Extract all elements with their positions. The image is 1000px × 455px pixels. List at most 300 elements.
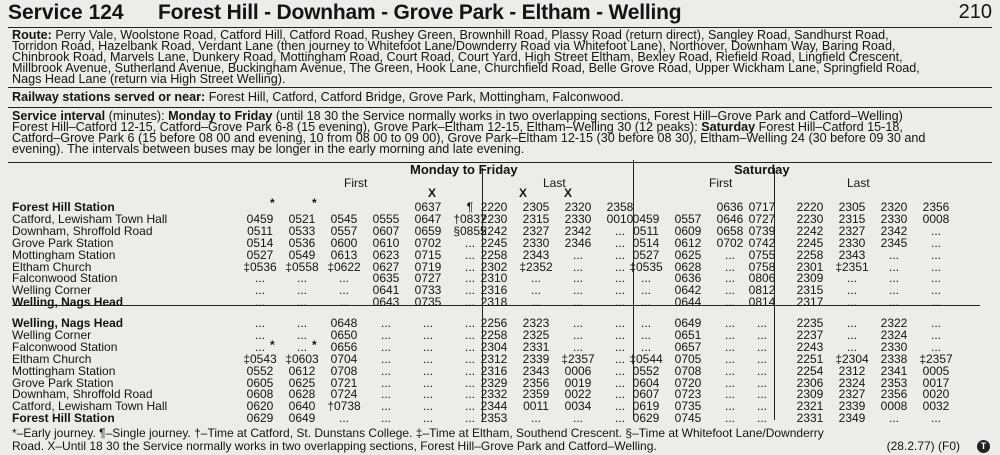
mf-outbound-first-time-cell: 0727 bbox=[414, 271, 442, 286]
footnotes bbox=[12, 427, 990, 453]
mf-outbound-last-time-cell: ... bbox=[614, 223, 625, 238]
sat-inbound-first-time-cell: ... bbox=[756, 411, 767, 426]
mf-inbound-first-time-cell: ... bbox=[464, 316, 475, 330]
mf-inbound-first-time-cell: 0650 bbox=[330, 327, 358, 342]
sat-outbound-last-time-cell: 2343 bbox=[838, 247, 866, 262]
sat-outbound-first-time-cell: 0636 bbox=[716, 200, 744, 214]
sat-outbound-first-time-cell: 0511 bbox=[633, 223, 659, 238]
mf-outbound-first-time-cell: 0533 bbox=[288, 223, 316, 238]
sat-inbound-last-time-cell: 0008 bbox=[880, 399, 908, 414]
sat-outbound-first-time-cell: 0459 bbox=[632, 211, 660, 226]
mf-inbound-first-time-cell: ... bbox=[254, 327, 265, 342]
mf-inbound-last-time-cell: ... bbox=[614, 363, 625, 378]
sat-inbound-first-time-cell: ... bbox=[756, 363, 767, 378]
mf-inbound-last-time-cell: ... bbox=[614, 316, 625, 330]
timetable bbox=[12, 162, 992, 426]
sat-inbound-first-time-cell: ... bbox=[756, 375, 767, 390]
mf-inbound-first-time-cell: 0704 bbox=[330, 351, 358, 366]
sat-inbound-last-time-cell: 2353 bbox=[880, 375, 908, 390]
sat-outbound-last-time-cell: ... bbox=[888, 247, 899, 262]
mf-inbound-last-time-cell: ... bbox=[614, 387, 625, 402]
route-line: Nags Head Lane (return via High Street Welling). bbox=[12, 72, 286, 87]
mf-outbound-last-time-cell: 2230 bbox=[480, 211, 508, 226]
mf-outbound-first-time-cell: 0637 bbox=[414, 200, 442, 214]
page-number: 210 bbox=[958, 1, 992, 23]
sat-outbound-first-time-cell: 0806 bbox=[748, 271, 776, 286]
mf-inbound-last-time-cell: 2332 bbox=[480, 387, 508, 402]
mf-inbound-first-time-cell: ... bbox=[422, 411, 433, 426]
route-label: Route: bbox=[12, 28, 52, 42]
railway-label: Railway stations served or near: bbox=[12, 90, 206, 104]
sat-inbound-first-time-cell: 0723 bbox=[674, 387, 702, 402]
sat-inbound-first-time-cell: 0619 bbox=[632, 399, 660, 414]
mf-outbound-last-time-cell: ... bbox=[572, 259, 583, 274]
sat-inbound-last-time-cell: 0020 bbox=[922, 387, 950, 402]
mf-outbound-first-time-cell: ... bbox=[296, 271, 307, 286]
mf-outbound-last-time-cell: ... bbox=[614, 295, 625, 310]
mf-outbound-first-time-cell: ¶ bbox=[466, 200, 474, 214]
mf-inbound-first-time-cell: ... bbox=[422, 339, 433, 354]
mf-inbound-first-time-cell: 0649 bbox=[288, 411, 316, 426]
outbound-stop-name: Mottingham Station bbox=[12, 247, 116, 262]
mf-outbound-last-time-cell: 2242 bbox=[480, 223, 508, 238]
sat-outbound-last-time-cell: ... bbox=[888, 259, 899, 274]
route-title: Forest Hill - Downham - Grove Park - Eltham - Welling bbox=[158, 1, 682, 24]
sat-inbound-first-time-cell: ... bbox=[756, 327, 767, 342]
mf-inbound-first-time-cell: ... bbox=[422, 363, 433, 378]
mf-inbound-first-time-cell: ... bbox=[380, 411, 391, 426]
sat-inbound-first-time-cell: 0651 bbox=[674, 327, 702, 342]
mf-outbound-first-time-cell: 0459 bbox=[246, 211, 274, 226]
sat-outbound-first-time-cell: ‡0535 bbox=[629, 259, 663, 274]
mf-outbound-last-time-cell: 2220 bbox=[480, 200, 508, 214]
transport-logo-icon: T bbox=[977, 440, 990, 453]
sat-inbound-last-time-cell: 2331 bbox=[796, 411, 824, 426]
sat-inbound-last-time-cell: 2338 bbox=[880, 351, 908, 366]
sat-inbound-last-time-cell: 0005 bbox=[922, 363, 950, 378]
sat-outbound-last-time-cell: ‡2351 bbox=[835, 259, 869, 274]
mf-outbound-last-time-cell: ... bbox=[530, 283, 541, 298]
mf-inbound-first-time-cell: 0608 bbox=[246, 387, 274, 402]
sat-inbound-first-time-cell: ‡0544 bbox=[629, 351, 663, 366]
mf-outbound-last-time-cell: 2346 bbox=[564, 235, 592, 250]
mf-outbound-first-time-cell: 0527 bbox=[246, 247, 274, 262]
sat-outbound-last-time-cell: 0008 bbox=[922, 211, 950, 226]
mf-outbound-last-time-cell: 2320 bbox=[564, 200, 592, 214]
sat-outbound-last-time-cell: ... bbox=[930, 271, 941, 286]
mf-inbound-last-time-cell: 2325 bbox=[522, 327, 550, 342]
sat-outbound-first-time-cell: ... bbox=[640, 271, 651, 286]
mf-inbound-last-time-cell: 2323 bbox=[522, 316, 550, 330]
mf-inbound-last-time-cell: ... bbox=[530, 411, 541, 426]
outbound-stop-name: Eltham Church bbox=[12, 259, 92, 274]
sat-outbound-first-time-cell: ... bbox=[724, 247, 735, 262]
sat-outbound-last-time-cell: 2320 bbox=[880, 200, 908, 214]
mf-inbound-first-time-cell: ... bbox=[380, 387, 391, 402]
sat-outbound-last-time-cell: ... bbox=[888, 295, 899, 310]
sat-inbound-last-time-cell: 2339 bbox=[838, 399, 866, 414]
sat-inbound-last-time-cell: 2312 bbox=[838, 363, 866, 378]
sat-title: Saturday bbox=[734, 162, 790, 177]
sat-outbound-first-time-cell: 0636 bbox=[674, 271, 702, 286]
print-reference: (28.2.77) (F0) bbox=[886, 439, 960, 453]
inbound-stop-name: Downham, Shroffold Road bbox=[12, 387, 153, 402]
mf-inbound-first-time-cell: ... bbox=[422, 351, 433, 366]
sat-outbound-last-time-cell: ... bbox=[930, 259, 941, 274]
outbound-stop-name: Welling, Nags Head bbox=[12, 295, 124, 310]
mf-inbound-last-time-cell: 2312 bbox=[480, 351, 508, 366]
interval-mf-label: Monday to Friday bbox=[168, 109, 273, 123]
mf-inbound-last-time-cell: ... bbox=[572, 411, 583, 426]
mf-inbound-last-time-cell: ... bbox=[572, 339, 583, 354]
mf-outbound-last-time-cell: ... bbox=[572, 271, 583, 286]
sat-outbound-first-time-cell: 0609 bbox=[674, 223, 702, 238]
sat-inbound-last-time-cell: 2235 bbox=[796, 316, 824, 330]
railway-text: Forest Hill, Catford, Catford Bridge, Grove Park, Mottingham, Falconwood. bbox=[208, 90, 624, 104]
sat-outbound-last-time-cell: 2242 bbox=[796, 223, 824, 238]
mf-outbound-last-time-cell: 2318 bbox=[480, 295, 508, 310]
mf-outbound-first-time-cell: ... bbox=[464, 247, 475, 262]
sat-inbound-last-time-cell: 2349 bbox=[838, 411, 866, 426]
mf-outbound-first-time-cell: 0647 bbox=[414, 211, 442, 226]
service-number: Service 124 bbox=[8, 1, 124, 24]
mf-outbound-first-time-cell: ... bbox=[464, 259, 475, 274]
mf-inbound-first-time-cell: 0628 bbox=[288, 387, 316, 402]
sat-outbound-first-time-cell: 0812 bbox=[748, 283, 776, 298]
mf-first-label: First bbox=[344, 176, 368, 190]
sat-inbound-first-time-cell: 0607 bbox=[632, 387, 660, 402]
sat-outbound-first-time-cell: ... bbox=[724, 259, 735, 274]
mf-outbound-last-time-cell: ... bbox=[530, 295, 541, 310]
symbol-x: X bbox=[519, 186, 528, 200]
sat-inbound-first-time-cell: ... bbox=[724, 327, 735, 342]
mf-outbound-first-time-cell: 0719 bbox=[414, 259, 442, 274]
sat-inbound-first-time-cell: ... bbox=[640, 339, 651, 354]
symbol-star: * bbox=[270, 338, 275, 352]
mf-inbound-first-time-cell: 0625 bbox=[288, 375, 316, 390]
sat-outbound-last-time-cell: 2220 bbox=[796, 200, 824, 214]
sat-inbound-first-time-cell: 0735 bbox=[674, 399, 702, 414]
mf-outbound-first-time-cell: 0600 bbox=[330, 235, 358, 250]
sat-outbound-first-time-cell: 0514 bbox=[632, 235, 660, 250]
sat-outbound-last-time-cell: 2315 bbox=[796, 283, 824, 298]
mf-outbound-first-time-cell: ... bbox=[464, 235, 475, 250]
mf-inbound-last-time-cell: 0011 bbox=[523, 399, 549, 414]
mf-outbound-first-time-cell: ... bbox=[338, 283, 349, 298]
railway-block bbox=[12, 92, 990, 103]
sat-outbound-first-time-cell: 0758 bbox=[748, 259, 776, 274]
mf-inbound-first-time-cell: 0552 bbox=[246, 363, 274, 378]
mf-inbound-first-time-cell: ... bbox=[464, 399, 475, 414]
mf-outbound-first-time-cell: ... bbox=[296, 283, 307, 298]
mf-outbound-last-time-cell: 2310 bbox=[480, 271, 508, 286]
route-line: Chinbrook Road, Marvels Lane, Dunkery Road, Mottingham Road, Court Road, Court Yard, High Street Eltham, Bexley Road, Riefield Road, Lingfield Crescent, bbox=[12, 50, 903, 65]
symbol-star: * bbox=[312, 338, 317, 352]
mf-inbound-first-time-cell: 0605 bbox=[246, 375, 274, 390]
mf-outbound-last-time-cell: 2302 bbox=[480, 259, 508, 274]
mf-inbound-first-time-cell: ‡0543 bbox=[243, 351, 277, 366]
mf-inbound-last-time-cell: ... bbox=[614, 375, 625, 390]
mf-inbound-first-time-cell: ... bbox=[464, 387, 475, 402]
sat-outbound-last-time-cell: 2301 bbox=[796, 259, 824, 274]
sat-outbound-last-time-cell: ... bbox=[846, 295, 857, 310]
outbound-stop-name: Welling Corner bbox=[12, 283, 92, 298]
sat-inbound-last-time-cell: 2330 bbox=[880, 339, 908, 354]
sat-outbound-first-time-cell: 0739 bbox=[748, 223, 776, 238]
mf-outbound-first-time-cell: 0557 bbox=[330, 223, 358, 238]
sat-inbound-last-time-cell: 0032 bbox=[922, 399, 950, 414]
mf-inbound-last-time-cell: ... bbox=[614, 339, 625, 354]
sat-outbound-last-time-cell: 2309 bbox=[796, 271, 824, 286]
mf-inbound-last-time-cell: 2331 bbox=[522, 339, 550, 354]
mf-outbound-last-time-cell: ... bbox=[530, 271, 541, 286]
mf-inbound-first-time-cell: ... bbox=[380, 327, 391, 342]
sat-inbound-last-time-cell: 2327 bbox=[838, 387, 866, 402]
sat-outbound-first-time-cell: 0612 bbox=[674, 235, 702, 250]
mf-inbound-last-time-cell: ‡2357 bbox=[561, 351, 595, 366]
sat-inbound-last-time-cell: ... bbox=[846, 339, 857, 354]
sat-inbound-first-time-cell: ... bbox=[756, 351, 767, 366]
mf-inbound-first-time-cell: ... bbox=[338, 411, 349, 426]
sat-outbound-first-time-cell: 0644 bbox=[674, 295, 702, 310]
mf-outbound-last-time-cell: ... bbox=[572, 295, 583, 310]
sat-inbound-first-time-cell: ... bbox=[640, 316, 651, 330]
sat-inbound-first-time-cell: 0705 bbox=[674, 351, 702, 366]
mf-inbound-last-time-cell: 0022 bbox=[564, 387, 592, 402]
sat-inbound-last-time-cell: 2309 bbox=[796, 387, 824, 402]
sat-inbound-first-time-cell: ... bbox=[756, 387, 767, 402]
sat-inbound-last-time-cell: ‡2304 bbox=[835, 351, 869, 366]
sat-outbound-first-time-cell: 0717 bbox=[748, 200, 776, 214]
mf-inbound-first-time-cell: ... bbox=[380, 399, 391, 414]
interval-block: Service interval (minutes): Monday to Friday (until 18 30 the Service normally works in two overlapping sections, Forest Hill–Grove Park and Catford–Welling) Forest Hill–Catford 12-15, Catford–Grove Park 6-8 (15 evening), Grove Park–Eltham 12-15, Eltham–Welling 30 (12 peaks): Saturday Forest Hill–Catford 15-18, Catford–Grove Park 6 (15 before 08 00 and evening, 10 from 08 00 to 09 00), Grove Park–Eltham 12-15 (30 before 08 30), Eltham–Welling 24 (30 before 09 30 and evening). The intervals between buses may be longer in the early morning and late evening. bbox=[12, 109, 926, 157]
mf-outbound-last-time-cell: 2327 bbox=[522, 223, 550, 238]
mf-outbound-last-time-cell: 2330 bbox=[564, 211, 592, 226]
outbound-stop-name: Catford, Lewisham Town Hall bbox=[12, 211, 168, 226]
divider bbox=[8, 87, 992, 88]
sat-inbound-first-time-cell: ... bbox=[724, 339, 735, 354]
mf-inbound-first-time-cell: ... bbox=[422, 399, 433, 414]
mf-inbound-last-time-cell: 0006 bbox=[564, 363, 592, 378]
sat-inbound-first-time-cell: ... bbox=[724, 375, 735, 390]
sat-outbound-last-time-cell: 2330 bbox=[838, 235, 866, 250]
sat-inbound-last-time-cell: 2254 bbox=[796, 363, 824, 378]
sat-inbound-last-time-cell: 2324 bbox=[880, 327, 908, 342]
mf-inbound-last-time-cell: ... bbox=[614, 327, 625, 342]
mf-outbound-first-time-cell: 0643 bbox=[372, 295, 400, 310]
sat-inbound-last-time-cell: 2251 bbox=[796, 351, 824, 366]
mf-inbound-last-time-cell: 0019 bbox=[564, 375, 592, 390]
mf-outbound-first-time-cell: 0511 bbox=[247, 223, 273, 238]
mf-inbound-last-time-cell: ... bbox=[572, 327, 583, 342]
mf-outbound-first-time-cell: 0536 bbox=[288, 235, 316, 250]
sat-inbound-last-time-cell: 2324 bbox=[838, 375, 866, 390]
route-line: Perry Vale, Woolstone Road, Catford Hill, Catford Road, Rushey Green, Brownhill Road, Plassy Road (return direct), Sangley Road, Sandhurst Road, bbox=[55, 28, 889, 42]
mf-inbound-first-time-cell: ... bbox=[296, 316, 307, 330]
mf-outbound-first-time-cell: 0521 bbox=[288, 211, 316, 226]
mf-inbound-first-time-cell: ... bbox=[464, 327, 475, 342]
mf-outbound-first-time-cell: ... bbox=[338, 295, 349, 310]
sat-inbound-last-time-cell: 2356 bbox=[880, 387, 908, 402]
mf-outbound-first-time-cell: 0549 bbox=[288, 247, 316, 262]
mf-inbound-first-time-cell: ... bbox=[422, 375, 433, 390]
mf-outbound-first-time-cell: ... bbox=[464, 283, 475, 298]
sat-inbound-last-time-cell: ‡2357 bbox=[919, 351, 953, 366]
sat-outbound-last-time-cell: 2315 bbox=[838, 211, 866, 226]
mf-inbound-last-time-cell: ... bbox=[614, 399, 625, 414]
sat-outbound-last-time-cell: ... bbox=[846, 271, 857, 286]
mf-inbound-first-time-cell: ... bbox=[296, 339, 307, 354]
sat-inbound-first-time-cell: ... bbox=[724, 363, 735, 378]
sat-outbound-first-time-cell: 0755 bbox=[748, 247, 776, 262]
inbound-stop-name: Welling, Nags Head bbox=[12, 316, 124, 330]
route-line: Torridon Road, Hazelbank Road, Verdant Lane (then journey to Whitefoot Lane/Downderry Road via Whitefoot Lane), Northover, Downham Way, Baring Road, bbox=[12, 39, 896, 54]
sat-inbound-first-time-cell: 0657 bbox=[674, 339, 702, 354]
symbol-x: X bbox=[564, 186, 573, 200]
mf-outbound-first-time-cell: 0641 bbox=[372, 283, 400, 298]
sat-inbound-first-time-cell: ... bbox=[724, 411, 735, 426]
mf-inbound-first-time-cell: ... bbox=[380, 316, 391, 330]
sat-outbound-last-time-cell: 2305 bbox=[838, 200, 866, 214]
mf-outbound-first-time-cell: ... bbox=[254, 271, 265, 286]
mf-inbound-first-time-cell: ... bbox=[380, 375, 391, 390]
mf-inbound-last-time-cell: 2316 bbox=[480, 363, 508, 378]
sat-outbound-last-time-cell: ... bbox=[930, 295, 941, 310]
mf-outbound-first-time-cell: ‡0622 bbox=[327, 259, 361, 274]
sat-inbound-last-time-cell: ... bbox=[888, 411, 899, 426]
sat-outbound-last-time-cell: 2356 bbox=[922, 200, 950, 214]
sat-inbound-first-time-cell: 0649 bbox=[674, 316, 702, 330]
mf-outbound-first-time-cell: †0837 bbox=[453, 211, 487, 226]
inbound-stop-name: Grove Park Station bbox=[12, 375, 114, 390]
sat-inbound-first-time-cell: 0745 bbox=[674, 411, 702, 426]
inbound-stop-name: Forest Hill Station bbox=[12, 411, 115, 426]
sat-outbound-first-time-cell: 0557 bbox=[674, 211, 702, 226]
sat-inbound-last-time-cell: ... bbox=[930, 411, 941, 426]
sat-outbound-first-time-cell: ... bbox=[724, 283, 735, 298]
mf-inbound-first-time-cell: 0721 bbox=[330, 375, 358, 390]
sat-inbound-first-time-cell: 0720 bbox=[674, 375, 702, 390]
sat-inbound-last-time-cell: 2237 bbox=[796, 327, 824, 342]
mf-outbound-first-time-cell: 0735 bbox=[414, 295, 442, 310]
sat-outbound-first-time-cell: 0642 bbox=[674, 283, 702, 298]
mf-inbound-first-time-cell: ... bbox=[380, 363, 391, 378]
mf-outbound-last-time-cell: 2316 bbox=[480, 283, 508, 298]
symbol-star: * bbox=[270, 196, 275, 210]
mf-inbound-last-time-cell: 2329 bbox=[480, 375, 508, 390]
mf-outbound-first-time-cell: 0607 bbox=[372, 223, 400, 238]
route-line: Millbrook Avenue, Sutherland Avenue, Buckingham Avenue, The Green, Hook Lane, Churchfield Road, Belle Grove Road, Upper Wickham Lane, Springfield Road, bbox=[12, 61, 920, 76]
inbound-stop-name: Mottingham Station bbox=[12, 363, 116, 378]
mf-inbound-first-time-cell: ... bbox=[464, 339, 475, 354]
mf-outbound-first-time-cell: 0635 bbox=[372, 271, 400, 286]
mf-outbound-last-time-cell: 2330 bbox=[522, 235, 550, 250]
mf-outbound-last-time-cell: ... bbox=[572, 283, 583, 298]
mf-outbound-first-time-cell: 0702 bbox=[414, 235, 442, 250]
mf-outbound-first-time-cell: 0659 bbox=[414, 223, 442, 238]
mf-outbound-last-time-cell: ... bbox=[614, 247, 625, 262]
interval-label: Service interval bbox=[12, 109, 106, 123]
mf-outbound-last-time-cell: ... bbox=[572, 247, 583, 262]
mf-inbound-first-time-cell: ... bbox=[464, 411, 475, 426]
sat-inbound-last-time-cell: ... bbox=[930, 327, 941, 342]
mf-inbound-last-time-cell: 2339 bbox=[522, 351, 550, 366]
sat-inbound-first-time-cell: ... bbox=[724, 351, 735, 366]
sat-inbound-last-time-cell: ... bbox=[930, 316, 941, 330]
sat-outbound-last-time-cell: 2230 bbox=[796, 211, 824, 226]
mf-outbound-last-time-cell: ‡2352 bbox=[519, 259, 553, 274]
sat-outbound-first-time-cell: 0628 bbox=[674, 259, 702, 274]
mf-outbound-first-time-cell: ... bbox=[254, 283, 265, 298]
sat-outbound-first-time-cell: ... bbox=[724, 295, 735, 310]
mf-inbound-first-time-cell: 0708 bbox=[330, 363, 358, 378]
mf-inbound-first-time-cell: ... bbox=[422, 387, 433, 402]
mf-inbound-first-time-cell: ... bbox=[422, 316, 433, 330]
mf-inbound-first-time-cell: †0738 bbox=[327, 399, 361, 414]
sat-outbound-last-time-cell: ... bbox=[888, 271, 899, 286]
mf-outbound-first-time-cell: ... bbox=[338, 271, 349, 286]
mf-outbound-last-time-cell: 2245 bbox=[480, 235, 508, 250]
mf-outbound-first-time-cell: 0610 bbox=[372, 235, 400, 250]
sat-outbound-last-time-cell: ... bbox=[846, 283, 857, 298]
sat-outbound-first-time-cell: ... bbox=[640, 295, 651, 310]
mf-outbound-last-time-cell: ... bbox=[614, 271, 625, 286]
mf-outbound-first-time-cell: ... bbox=[464, 271, 475, 286]
inbound-stop-name: Catford, Lewisham Town Hall bbox=[12, 399, 168, 414]
sat-inbound-first-time-cell: 0552 bbox=[632, 363, 660, 378]
sat-first-label: First bbox=[709, 176, 733, 190]
mf-inbound-first-time-cell: ... bbox=[464, 351, 475, 366]
mf-inbound-first-time-cell: ... bbox=[254, 316, 265, 330]
mf-outbound-first-time-cell: 0733 bbox=[414, 283, 442, 298]
mf-inbound-first-time-cell: 0612 bbox=[288, 363, 316, 378]
mf-outbound-first-time-cell: 0613 bbox=[330, 247, 358, 262]
mf-outbound-last-time-cell: 2342 bbox=[564, 223, 592, 238]
sat-inbound-last-time-cell: ... bbox=[846, 316, 857, 330]
sat-inbound-first-time-cell: 0708 bbox=[674, 363, 702, 378]
sat-outbound-last-time-cell: 2330 bbox=[880, 211, 908, 226]
sat-outbound-first-time-cell: 0742 bbox=[748, 235, 776, 250]
divider bbox=[8, 107, 992, 108]
outbound-stop-name: Forest Hill Station bbox=[12, 200, 115, 214]
mf-outbound-first-time-cell: ‡0558 bbox=[285, 259, 319, 274]
mf-outbound-last-time-cell: 2358 bbox=[606, 200, 634, 214]
sat-inbound-first-time-cell: ... bbox=[756, 399, 767, 414]
mf-inbound-first-time-cell: 0724 bbox=[330, 387, 358, 402]
mf-inbound-last-time-cell: 2256 bbox=[480, 316, 508, 330]
sat-outbound-last-time-cell: ... bbox=[930, 235, 941, 250]
sat-outbound-last-time-cell: 2342 bbox=[880, 223, 908, 238]
sat-outbound-first-time-cell: 0702 bbox=[716, 235, 744, 250]
mf-inbound-first-time-cell: ... bbox=[254, 339, 265, 354]
footnote-line: *–Early journey. ¶–Single journey. †–Time at Catford, St. Dunstans College. ‡–Time at Eltham, Southend Crescent. §–Time at Whitefoot Lane/Downderry bbox=[12, 426, 824, 440]
sat-outbound-last-time-cell: 2258 bbox=[796, 247, 824, 262]
sat-outbound-first-time-cell: 0727 bbox=[748, 211, 776, 226]
sat-outbound-first-time-cell: 0814 bbox=[748, 295, 776, 310]
inbound-stop-name: Falconwood Station bbox=[12, 339, 118, 354]
inbound-stop-name: Welling Corner bbox=[12, 327, 92, 342]
outbound-stop-name: Falconwood Station bbox=[12, 271, 118, 286]
mf-inbound-last-time-cell: 2356 bbox=[522, 375, 550, 390]
mf-outbound-first-time-cell: 0545 bbox=[330, 211, 358, 226]
mf-outbound-first-time-cell: 0555 bbox=[372, 211, 400, 226]
mf-outbound-last-time-cell: 2315 bbox=[522, 211, 550, 226]
mf-inbound-first-time-cell: ‡0603 bbox=[285, 351, 319, 366]
sat-inbound-first-time-cell: ... bbox=[724, 399, 735, 414]
sat-outbound-last-time-cell: 2317 bbox=[796, 295, 824, 310]
mf-outbound-last-time-cell: ... bbox=[614, 283, 625, 298]
mf-outbound-first-time-cell: §0855 bbox=[453, 223, 487, 238]
